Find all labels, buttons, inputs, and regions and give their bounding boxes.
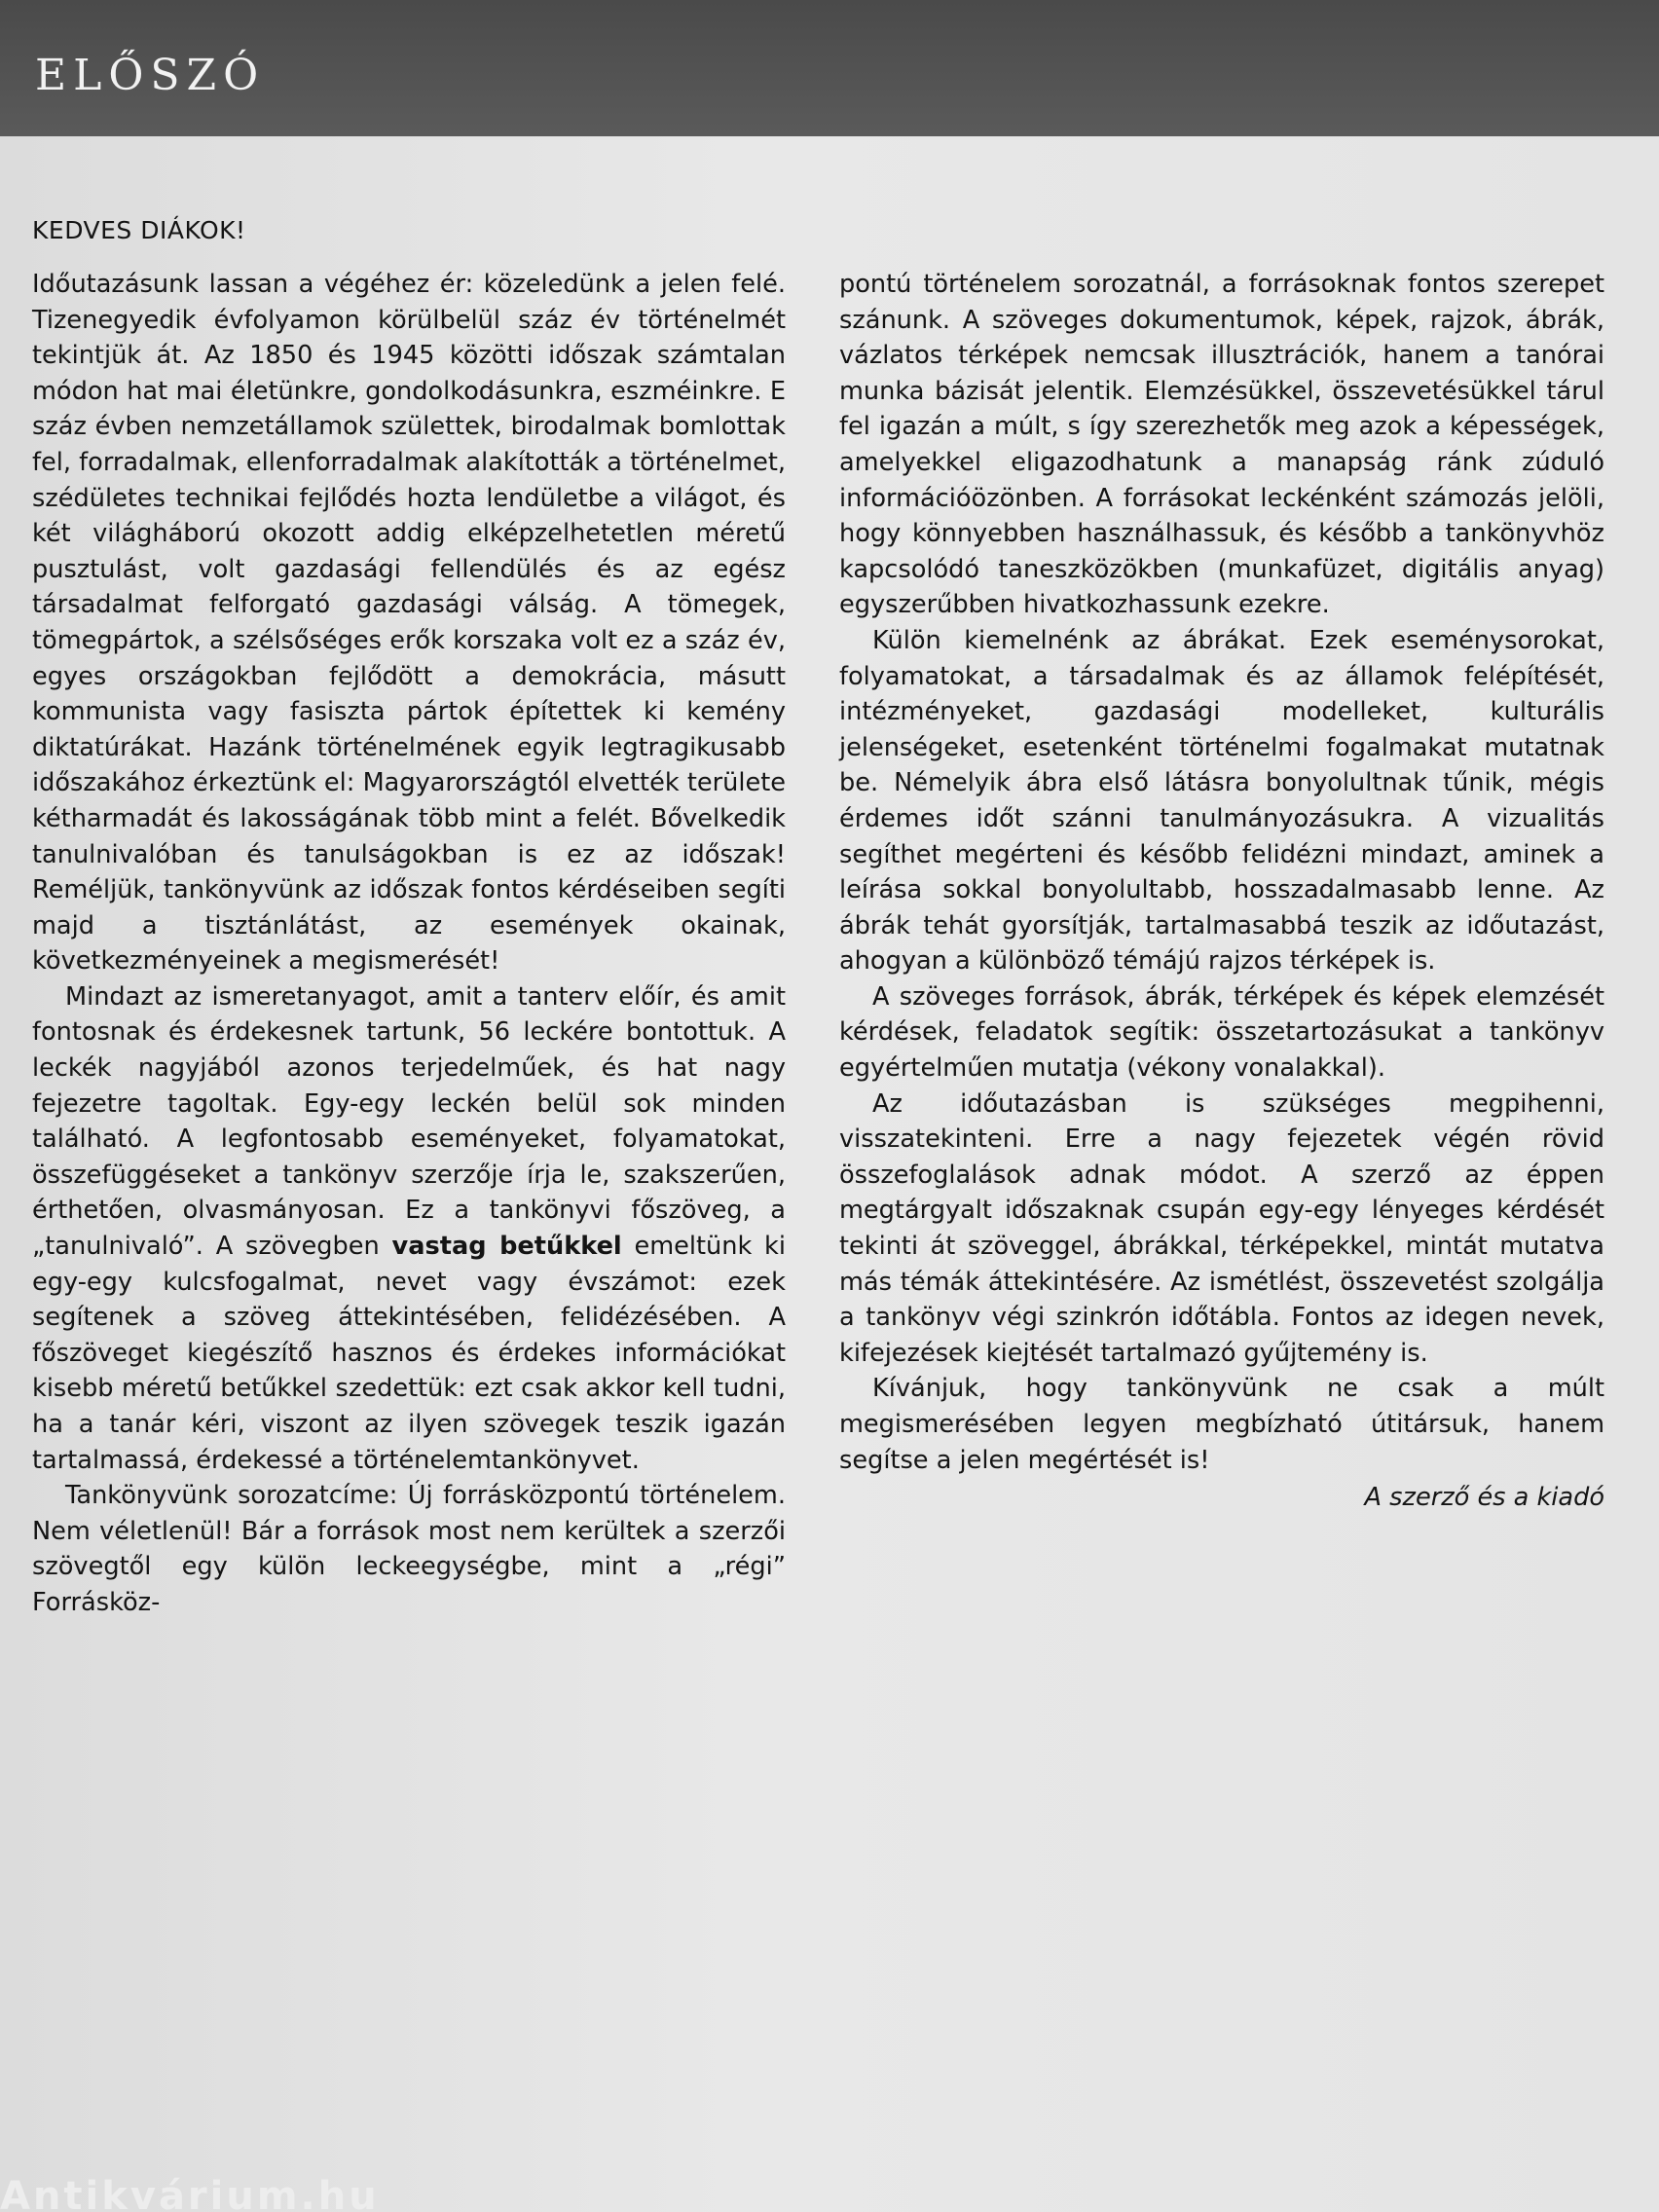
watermark: Antikvárium.hu [0, 2174, 380, 2212]
left-column [32, 267, 786, 1621]
signature: A szerző és a kiadó [1364, 1483, 1604, 1513]
paragraph: Külön kiemelnénk az ábrákat. Ezek eseménysorokat, folyamatokat, a társadalmak és az államok felépítését, intézményeket, gazdasági modelleket, kulturális jelenségeket, esetenként történelmi fogalmakat mutatnak be. Némelyik ábra első látásra bonyolultnak tűnik, mégis érdemes időt szánni tanulmányozásukra. A vizualitás segíthet megérteni és később felidézni mindazt, aminek a leírása sokkal bonyolultabb, hosszadalmasabb lenne. Az ábrák tehát gyorsítják, tartalmasabbá teszik az időutazást, ahogyan a különböző témájú rajzos térképek is. [839, 625, 1604, 977]
paragraph: pontú történelem sorozatnál, a forrásoknak fontos szerepet szánunk. A szöveges dokumentumok, képek, rajzok, ábrák, vázlatos térképek nemcsak illusztrációk, hanem a tanórai munka bázisát jelentik. Elemzésükkel, összevetésükkel tárul fel igazán a múlt, s így szerezhetők meg azok a képességek, amelyekkel eligazodhatunk a manapság ránk zúduló információözönben. A forrásokat leckénként számozás jelöli, hogy könnyebben használhassuk, és később a tankönyvhöz kapcsolódó taneszközökben (munkafüzet, digitális anyag) egyszerűbben hivatkozhassunk ezekre. [839, 270, 1604, 620]
paragraph: Tankönyvünk sorozatcíme: Új forrásközpontú történelem. Nem véletlenül! Bár a források most nem kerültek a szerzői szövegtől egy külön leckeegységbe, mint a „régi” Forrásköz- [32, 1481, 786, 1617]
paragraph-text: emeltünk ki egy-egy kulcsfogalmat, nevet vagy évszámot: ezek segítenek a szöveg áttekintésében, felidézésében. A főszöveget kiegészítő hasznos és érdekes információkat kisebb méretű betűkkel szedettük: ezt csak akkor kell tudni, ha a tanár kéri, viszont az ilyen szövegek teszik igazán tartalmassá, érdekessé a történelemtankönyvet. [32, 1232, 786, 1475]
paragraph: A szöveges források, ábrák, térképek és képek elemzését kérdések, feladatok segítik: összetartozásukat a tankönyv egyértelműen mutatja (vékony vonalakkal). [839, 981, 1604, 1084]
paragraph: Az időutazásban is szükséges megpihenni, visszatekinteni. Erre a nagy fejezetek végén rövid összefoglalások adnak módot. A szerző az éppen megtárgyalt időszaknak csupán egy-egy lényeges kérdését tekinti át szöveggel, ábrákkal, térképekkel, mintát mutatva más témák áttekintésére. Az ismétlést, összevetést szolgálja a tankönyv végi szinkrón időtábla. Fontos az idegen nevek, kifejezések kiejtését tartalmazó gyűjtemény is. [839, 1088, 1604, 1368]
bold-text: vastag betűkkel [391, 1232, 622, 1262]
right-column [839, 267, 1604, 1516]
page-title: ELŐSZÓ [35, 51, 266, 100]
paragraph-text: Mindazt az ismeretanyagot, amit a tanterv előír, és amit fontosnak és érdekesnek tartunk, 56 leckére bontottuk. A leckék nagyjából azonos terjedelműek, és hat nagy fejezetre tagoltak. Egy-egy leckén belül sok minden található. A legfontosabb eseményeket, folyamatokat, összefüggéseket a tankönyv szerzője írja le, szakszerűen, érthetően, olvasmányosan. Ez a tankönyvi főszöveg, a „tanulnivaló”. A szövegben [32, 981, 786, 1262]
paragraph [32, 979, 786, 1478]
greeting-heading: KEDVES DIÁKOK! [32, 216, 246, 244]
paragraph: Kívánjuk, hogy tankönyvünk ne csak a múlt megismerésében legyen megbízható útitársuk, hanem segítse a jelen megértését is! [839, 1374, 1604, 1475]
header-band [0, 0, 1659, 136]
paragraph: Időutazásunk lassan a végéhez ér: közeledünk a jelen felé. Tizenegyedik évfolyamon körülbelül száz év történelmét tekintjük át. Az 1850 és 1945 közötti időszak számtalan módon hat mai életünkre, gondolkodásunkra, eszméinkre. E száz évben nemzetállamok születtek, birodalmak bomlottak fel, forradalmak, ellenforradalmak alakították a történelmet, szédületes technikai fejlődés hozta lendületbe a világot, és két világháború okozott addig elképzelhetetlen méretű pusztulást, volt gazdasági fellendülés és az egész társadalmat felforgató gazdasági válság. A tömegek, tömegpártok, a szélsőséges erők korszaka volt ez a száz év, egyes országokban fejlődött a demokrácia, másutt kommunista vagy fasiszta pártok építettek ki kemény diktatúrákat. Hazánk történelmének egyik legtragikusabb időszakához érkeztünk el: Magyarországtól elvették területe kétharmadát és lakosságának több mint a felét. Bővelkedik tanulnivalóban és tanulságokban is ez az időszak! Reméljük, tankönyvünk az időszak fontos kérdéseiben segíti majd a tisztánlátást, az események okainak, következményeinek a megismerését! [32, 270, 786, 977]
